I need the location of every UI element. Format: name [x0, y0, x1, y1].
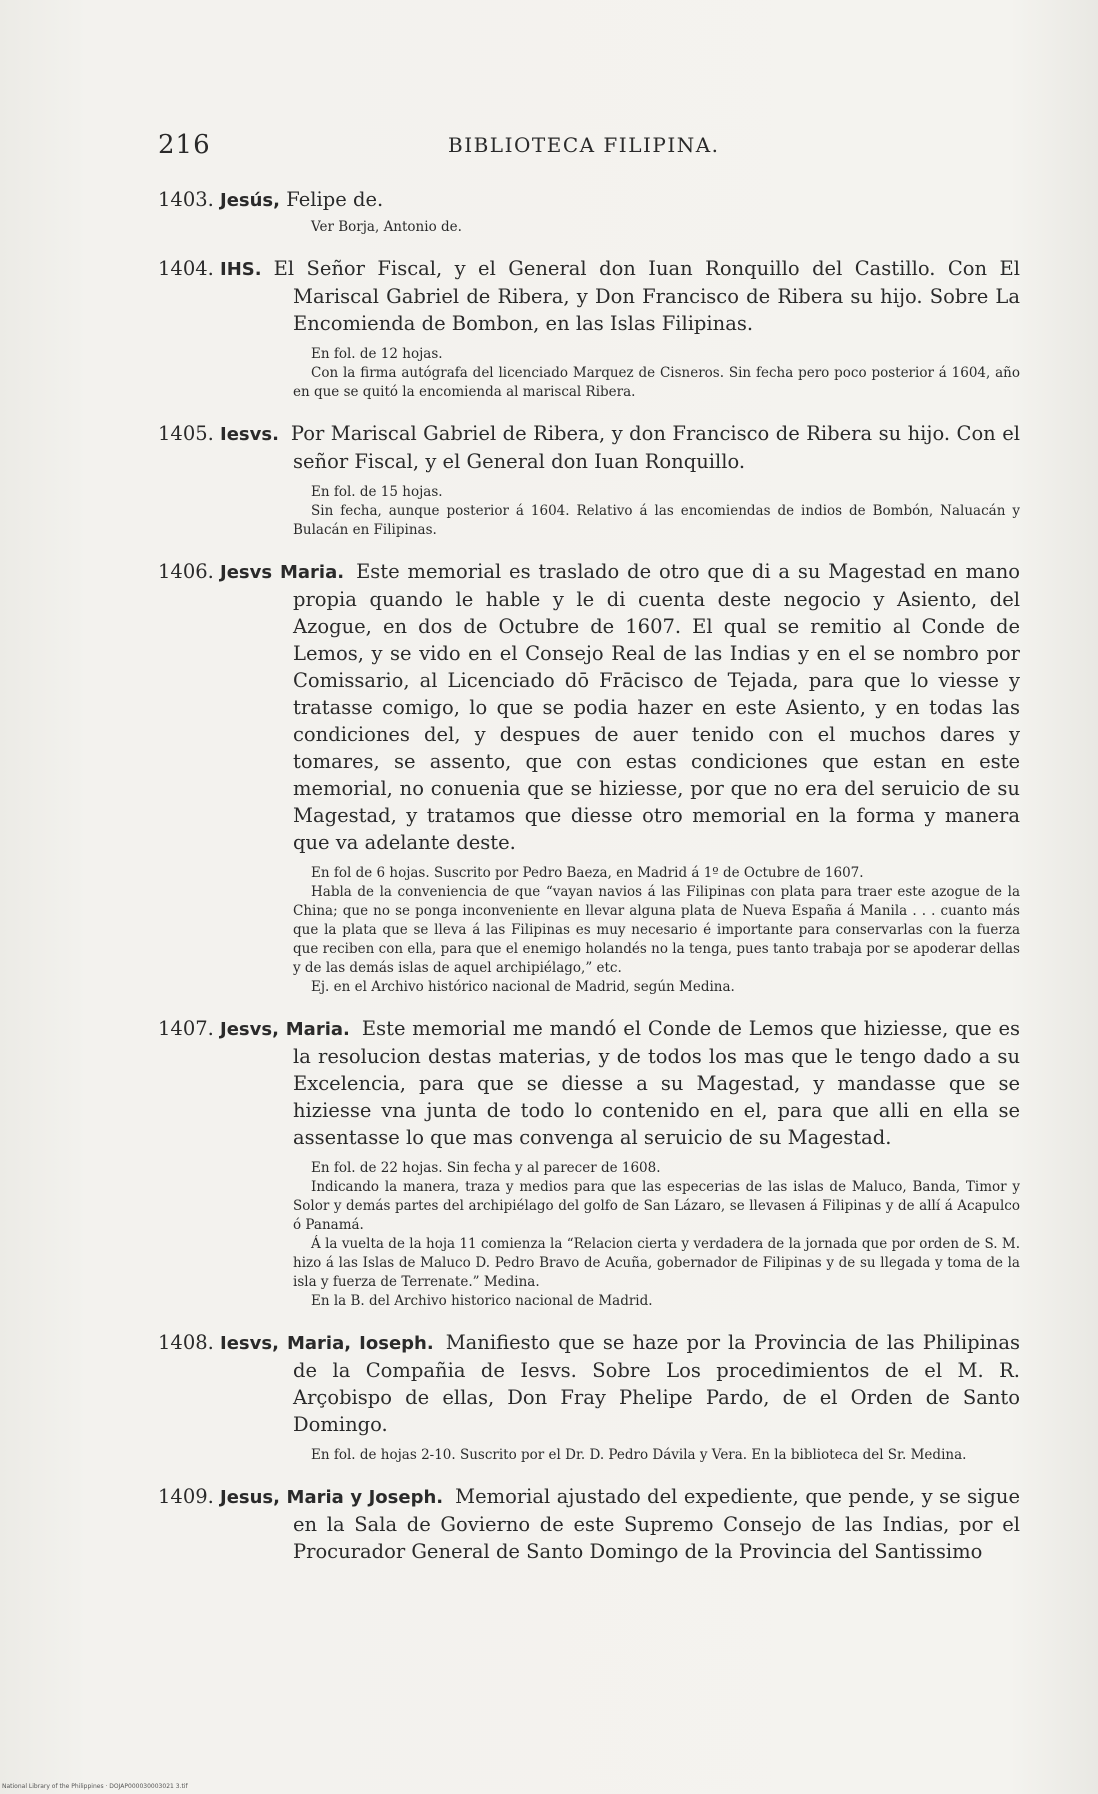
entry-note: En fol. de hojas 2-10. Suscrito por el Dr. D. Pedro Dávila y Vera. En la biblioteca del Sr. Medina.	[311, 1447, 967, 1463]
running-title: BIBLIOTECA FILIPINA.	[448, 133, 720, 157]
entry-note: Ver Borja, Antonio de.	[311, 219, 462, 235]
entry-number: 1405.	[158, 422, 214, 445]
entry-1407	[158, 1015, 1020, 1311]
scan-credit: National Library of the Philippines · DOJAP000030003021 3.tif	[2, 1783, 188, 1790]
entry-1408	[158, 1329, 1020, 1465]
entry-1403	[158, 186, 1020, 237]
entry-text: Memorial ajustado del expediente, que pende, y se sigue en la Sala de Govierno de este Supremo Consejo de las Indias, por el Procurador General de Santo Domingo de la Provincia del Santissimo	[293, 1485, 1020, 1563]
entry-note: Sin fecha, aunque posterior á 1604. Relativo á las encomiendas de indios de Bombón, Naluacán y Bulacán en Filipinas.	[293, 503, 1020, 538]
entry-notes	[158, 1159, 1020, 1311]
entry-1406	[158, 558, 1020, 997]
entry-note: En fol de 6 hojas. Suscrito por Pedro Baeza, en Madrid á 1º de Octubre de 1607.	[311, 865, 864, 881]
entry-heading: Jesús, Felipe de.	[220, 188, 384, 211]
entry-note: Ej. en el Archivo histórico nacional de Madrid, según Medina.	[311, 979, 735, 995]
page-number: 216	[158, 130, 211, 160]
entry-note: En fol. de 15 hojas.	[311, 484, 443, 500]
entry-text: Manifiesto que se haze por la Provincia de las Philipinas de la Compañia de Iesvs. Sobre Los procedimientos de el M. R. Arçobispo de ellas, Don Fray Phelipe Pardo, de el Orden de Santo Domingo.	[293, 1331, 1020, 1436]
entry-heading: Jesvs, Maria.	[220, 1019, 350, 1040]
entry-heading-rest: Felipe de.	[286, 188, 384, 211]
entry-number: 1409.	[158, 1485, 214, 1508]
entry-notes	[158, 483, 1020, 540]
entry-number: 1403.	[158, 188, 214, 211]
entry-heading: IHS.	[220, 259, 262, 280]
entry-1404	[158, 255, 1020, 402]
entry-notes	[158, 1446, 1020, 1465]
entry-note: En fol. de 12 hojas.	[311, 346, 443, 362]
entry-text: El Señor Fiscal, y el General don Iuan Ronquillo del Castillo. Con El Mariscal Gabriel de Ribera, y Don Francisco de Ribera su hijo. Sobre La Encomienda de Bombon, en las Islas Filipinas.	[273, 257, 1020, 335]
entry-note: Habla de la conveniencia de que “vayan navios á las Filipinas con plata para traer este azogue de la China; que no se ponga inconveniente en llevar alguna plata de Nueva España á Manila . . . cuanto más que la plata que se lleva á las Filipinas es muy necesario é importante para conservarlas con la fuerza que reciben con ella, para que el enemigo holandés no la tenga, pues tanto trabaja por se apoderar dellas y de las demás islas de aquel archipiélago,” etc.	[293, 884, 1020, 976]
entry-note: En fol. de 22 hojas. Sin fecha y al parecer de 1608.	[311, 1160, 661, 1176]
entry-note: Á la vuelta de la hoja 11 comienza la “Relacion cierta y verdadera de la jornada que por orden de S. M. hizo á las Islas de Maluco D. Pedro Bravo de Acuña, gobernador de Filipinas y de su llegada y toma de la isla y fuerza de Terrenate.” Medina.	[293, 1236, 1020, 1290]
entry-heading: Iesvs.	[220, 424, 279, 445]
page-header	[158, 130, 1018, 160]
entry-notes	[158, 218, 1020, 237]
entry-number: 1404.	[158, 257, 214, 280]
entry-text: Por Mariscal Gabriel de Ribera, y don Francisco de Ribera su hijo. Con el señor Fiscal, y el General don Iuan Ronquillo.	[290, 422, 1020, 473]
entry-text: Este memorial es traslado de otro que di a su Magestad en mano propia quando le hable y le di cuenta deste negocio y Asiento, del Azogue, en dos de Octubre de 1607. El qual se remitio al Conde de Lemos, y se vido en el Consejo Real de las Indias y en el se nombro por Comissario, al Licenciado dō Frācisco de Tejada, para que lo viesse y tratasse comigo, lo que se podia hazer en este Asiento, y en todas las condiciones del, y despues de auer tenido con el muchos dares y tomares, se assento, que con estas condiciones que estan en este memorial, no conuenia que se hiziesse, por que no era del seruicio de su Magestad, y tratamos que diesse otro memorial en la forma y manera que va adelante deste.	[293, 560, 1020, 854]
entry-heading: Iesvs, Maria, Ioseph.	[220, 1333, 434, 1354]
entry-1405	[158, 420, 1020, 540]
entry-note: En la B. del Archivo historico nacional de Madrid.	[311, 1293, 653, 1309]
entry-number: 1406.	[158, 560, 214, 583]
entry-heading: Jesvs Maria.	[220, 562, 345, 583]
entries-list	[158, 186, 1020, 1583]
entry-text: Este memorial me mandó el Conde de Lemos que hiziesse, que es la resolucion destas materias, y de todos los mas que le tengo dado a su Excelencia, para que se diesse a su Magestad, y mandasse que se hiziesse vna junta de todo lo contenido en el, para que alli en ella se assentasse lo que mas convenga al seruicio de su Magestad.	[293, 1017, 1020, 1149]
entry-note: Con la firma autógrafa del licenciado Marquez de Cisneros. Sin fecha pero poco posterior á 1604, año en que se quitó la encomienda al mariscal Ribera.	[293, 365, 1020, 400]
entry-notes	[158, 345, 1020, 402]
entry-number: 1408.	[158, 1331, 214, 1354]
entry-heading: Jesus, Maria y Joseph.	[220, 1487, 444, 1508]
entry-note: Indicando la manera, traza y medios para que las especerias de las islas de Maluco, Banda, Timor y Solor y demás partes del archipiélago del golfo de San Lázaro, se llevasen á Filipinas y de allí á Acapulco ó Panamá.	[293, 1179, 1020, 1233]
entry-number: 1407.	[158, 1017, 214, 1040]
entry-notes	[158, 864, 1020, 997]
entry-1409	[158, 1483, 1020, 1565]
